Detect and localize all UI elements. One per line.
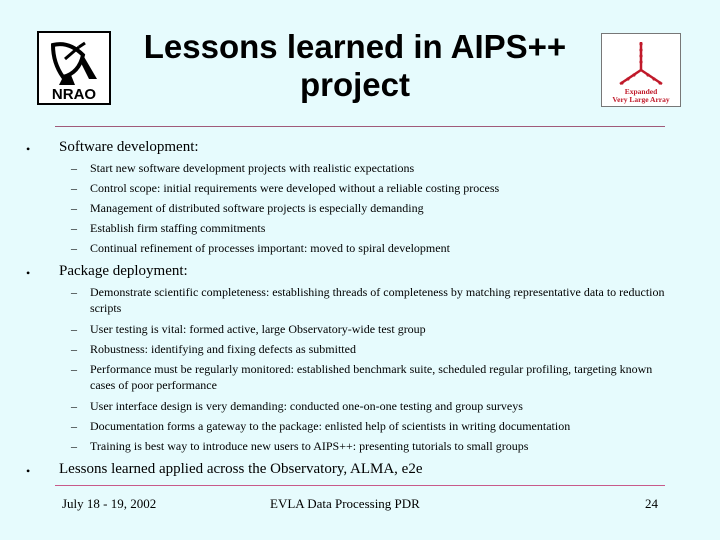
- list-item: Documentation forms a gateway to the package: enlisted help of scientists in writing documentation: [90, 419, 571, 433]
- section-heading-software: Software development:: [59, 139, 199, 155]
- dash-icon: –: [71, 285, 77, 299]
- list-item: Control scope: initial requirements were developed without a reliable costing process: [90, 181, 500, 195]
- nrao-dish-icon: [39, 33, 109, 103]
- header-divider: [55, 126, 665, 127]
- dash-icon: –: [71, 201, 77, 215]
- dash-icon: –: [71, 221, 77, 235]
- dash-icon: –: [71, 161, 77, 175]
- list-item: Management of distributed software projects is especially demanding: [90, 201, 424, 215]
- evla-logo: [601, 33, 681, 107]
- section-heading-lessons: Lessons learned applied across the Observatory, ALMA, e2e: [59, 461, 423, 477]
- footer-date: July 18 - 19, 2002: [62, 496, 157, 511]
- list-item: Performance must be regularly monitored: established benchmark suite, scheduled regular profiling, targeting known cases of poor performance: [90, 362, 653, 392]
- list-item: Continual refinement of processes important: moved to spiral development: [90, 241, 450, 255]
- bullet-icon: •: [26, 266, 31, 280]
- dash-icon: –: [71, 181, 77, 195]
- section-heading-deployment: Package deployment:: [59, 263, 188, 279]
- list-item: Start new software development projects with realistic expectations: [90, 161, 415, 175]
- dash-icon: –: [71, 419, 77, 433]
- page-number: 24: [645, 496, 658, 511]
- title-line-2: project: [299, 66, 411, 103]
- bullet-icon: •: [26, 142, 31, 156]
- list-item: User testing is vital: formed active, large Observatory-wide test group: [90, 322, 426, 336]
- evla-array-icon: [602, 34, 680, 106]
- dash-icon: –: [71, 322, 77, 336]
- evla-logo-line-1: Expanded: [624, 87, 658, 96]
- dash-icon: –: [71, 241, 77, 255]
- title-line-1: Lessons learned in AIPS++: [143, 28, 567, 65]
- list-item: Training is best way to introduce new users to AIPS++: presenting tutorials to small groups: [90, 439, 529, 453]
- nrao-logo-text: NRAO: [51, 86, 97, 103]
- list-item: Establish firm staffing commitments: [90, 221, 266, 235]
- dash-icon: –: [71, 362, 77, 376]
- dash-icon: –: [71, 439, 77, 453]
- dash-icon: –: [71, 342, 77, 356]
- list-item: Demonstrate scientific completeness: establishing threads of completeness by matching representative data to reduction scripts: [90, 285, 665, 315]
- evla-logo-line-2: Very Large Array: [612, 95, 670, 104]
- list-item: User interface design is very demanding: conducted one-on-one testing and group surveys: [90, 399, 523, 413]
- footer-divider: [55, 485, 665, 486]
- nrao-logo: [37, 31, 111, 105]
- dash-icon: –: [71, 399, 77, 413]
- footer-title: EVLA Data Processing PDR: [270, 496, 420, 511]
- bullet-icon: •: [26, 464, 31, 478]
- page-title: [115, 28, 595, 104]
- list-item: Robustness: identifying and fixing defects as submitted: [90, 342, 356, 356]
